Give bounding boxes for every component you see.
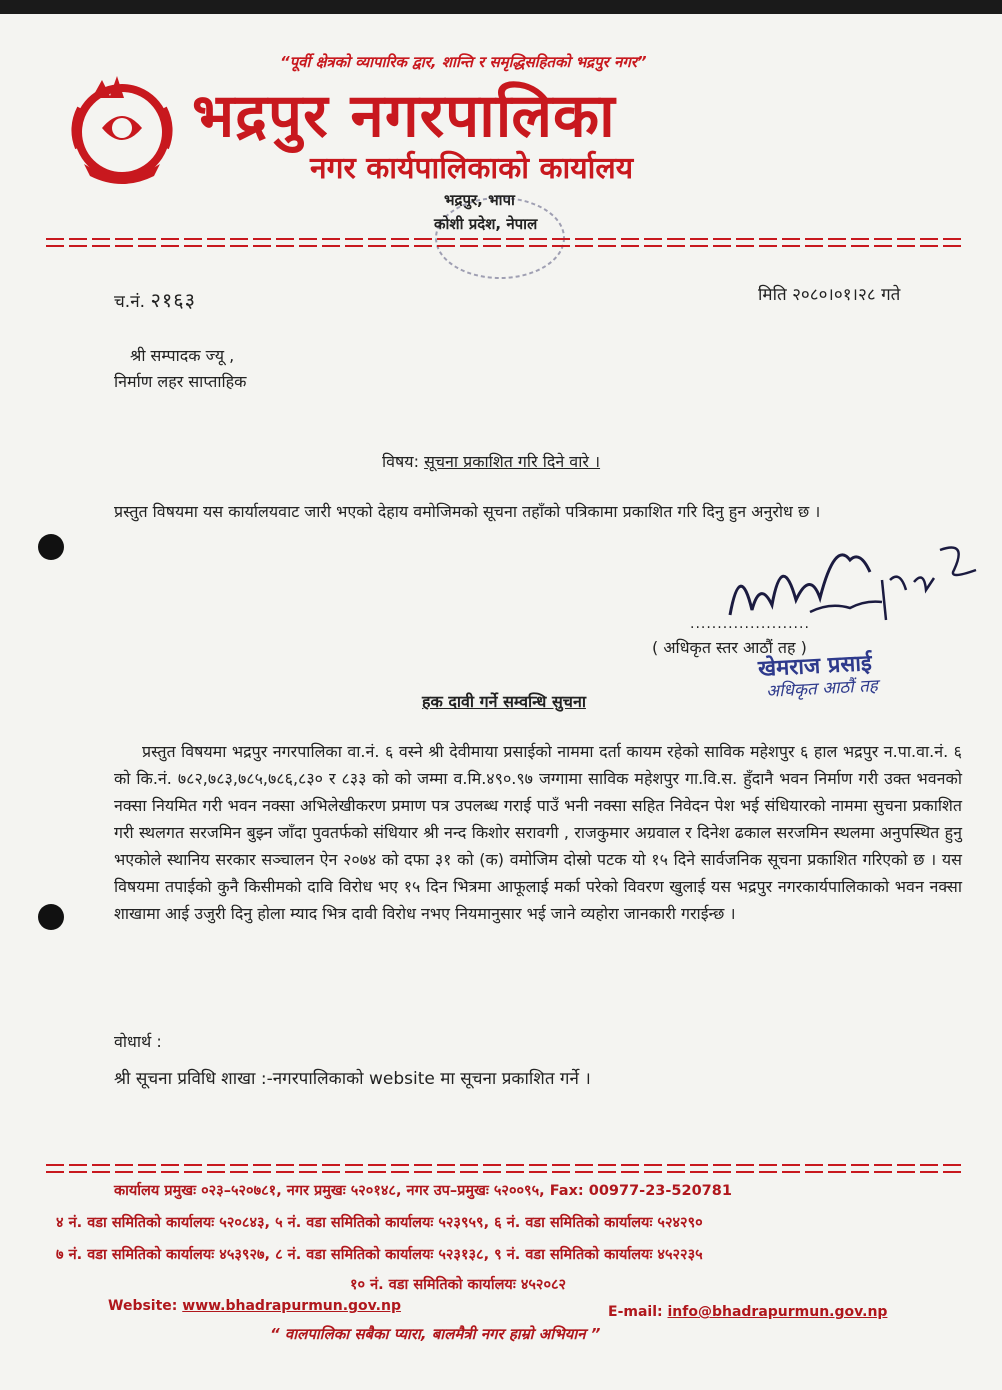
letter-date: मिति २०८०।०१।२८ गते <box>758 285 901 305</box>
footer-contact-line-4: १० नं. वडा समितिको कार्यालयः ४५२०८२ <box>350 1277 567 1293</box>
notice-title: हक दावी गर्ने सम्वन्धि सुचना <box>422 692 586 711</box>
subject-text: सूचना प्रकाशित गरि दिने वारे । <box>424 452 601 471</box>
header-motto: “पूर्वी क्षेत्रको व्यापारिक द्वार, शान्ति र समृद्धिसहितको भद्रपुर नगर” <box>280 53 647 71</box>
office-subtitle: नगर कार्यपालिकाको कार्यालय <box>310 151 634 186</box>
email-link[interactable]: info@bhadrapurmun.gov.np <box>667 1304 888 1320</box>
signature-dots: ...................... <box>690 616 810 632</box>
binder-hole-icon <box>38 904 64 930</box>
email-label: E-mail: <box>608 1304 663 1320</box>
header-divider <box>46 236 966 250</box>
footer-contact-line-1: कार्यालय प्रमुखः ०२३–५२०७८१, नगर प्रमुखः ५२०१४८, नगर उप–प्रमुखः ५२००९५, Fax: 00977-23-520781 <box>114 1183 732 1199</box>
footer-contact-line-3: ७ नं. वडा समितिको कार्यालयः ४५३९२७, ८ नं. वडा समितिको कार्यालयः ५२३१३८, ९ नं. वडा समितिको कार्यालयः ४५२२३५ <box>56 1247 703 1263</box>
footer-website <box>108 1298 401 1314</box>
signatory-rank-stamp: अधिकृत आठौं तह <box>765 676 879 702</box>
recipient-line-2: निर्माण लहर साप्ताहिक <box>114 372 247 391</box>
municipality-title: भद्रपुर नगरपालिका <box>192 81 616 151</box>
notice-body: प्रस्तुत विषयमा भद्रपुर नगरपालिका वा.नं. ६ वस्ने श्री देवीमाया प्रसाईको नाममा दर्ता कायम रहेको साविक महेशपुर ६ हाल भद्रपुर न.पा.वा.नं. ६ को कि.नं. ७८२,७८३,७८५,७८६,८३० र ८३३ को को जम्मा व.मि.४९०.९७ जग्गामा साविक महेशपुर गा.वि.स. हुँदानै भवन निर्माण गरी उक्त भवनको नक्सा नियमित गरी भवन नक्सा अभिलेखीकरण प्रमाण पत्र उपलब्ध गराई पाउँ भनी नक्सा सहित निवेदन पेश भई संधियारको नाममा सुचना प्रकाशित गरी स्थलगत सरजमिन बुझ्न जाँदा पुवतर्फको संधियार श्री नन्द किशोर सरावगी , राजकुमार अग्रवाल र दिनेश ढकाल सरजमिन स्थलमा अनुपस्थित हुनु भएकोले स्थानिय सरकार सञ्चालन ऐन २०७४ को दफा ३१ को (क) वमोजिम दोस्रो पटक यो १५ दिने सार्वजनिक सूचना प्रकाशित गरिएको छ । यस विषयमा तपाईको कुनै किसीमको दावि विरोध भए १५ दिन भित्रमा आफूलाई मर्का परेको विवरण खुलाई यस भद्रपुर नगरकार्यपालिकाको भवन नक्सा शाखामा आई उजुरी दिनु होला म्याद भित्र दावी विरोध नभए नियमानुसार भई जाने व्यहोरा जानकारी गराईन्छ । <box>114 742 962 923</box>
signatory-name-stamp: खेमराज प्रसाई <box>757 651 873 682</box>
chalani-number <box>114 286 196 313</box>
scan-top-edge <box>0 0 1002 14</box>
footer-contact-line-2: ४ नं. वडा समितिको कार्यालयः ५२०८४३, ५ नं. वडा समितिको कार्यालयः ५२३९५९, ६ नं. वडा समितिको कार्यालयः ५२४२९० <box>56 1215 703 1231</box>
website-link[interactable]: www.bhadrapurmun.gov.np <box>182 1298 401 1314</box>
signatory-rank: ( अधिकृत स्तर आठौं तह ) <box>652 638 807 657</box>
subject-line <box>382 450 600 472</box>
nepal-emblem-icon <box>62 68 182 188</box>
chalani-value: २१६३ <box>150 288 197 312</box>
binder-hole-icon <box>38 534 64 560</box>
bodharth-label: वोधार्थ : <box>114 1032 162 1051</box>
request-paragraph: प्रस्तुत विषयमा यस कार्यालयवाट जारी भएको देहाय वमोजिमको सूचना तहाँको पत्रिकामा प्रकाशित गरि दिनु हुन अनुरोध छ । <box>114 502 821 521</box>
footer-email <box>608 1304 887 1320</box>
footer-motto: “ वालपालिका सबैका प्यारा, बालमैत्री नगर हाम्रो अभियान ” <box>270 1325 601 1343</box>
footer-divider <box>46 1162 966 1176</box>
subject-label: विषय: <box>382 452 419 471</box>
recipient-line-1: श्री सम्पादक ज्यू , <box>130 346 235 365</box>
address-line-1: भद्रपुर, भापा <box>444 191 515 209</box>
chalani-label: च.नं. <box>114 292 146 312</box>
address-line-2: कोशी प्रदेश, नेपाल <box>434 215 538 233</box>
handwritten-signature-icon <box>700 520 980 630</box>
website-label: Website: <box>108 1298 178 1314</box>
bodharth-line: श्री सूचना प्रविधि शाखा :-नगरपालिकाको website मा सूचना प्रकाशित गर्ने । <box>114 1069 591 1089</box>
